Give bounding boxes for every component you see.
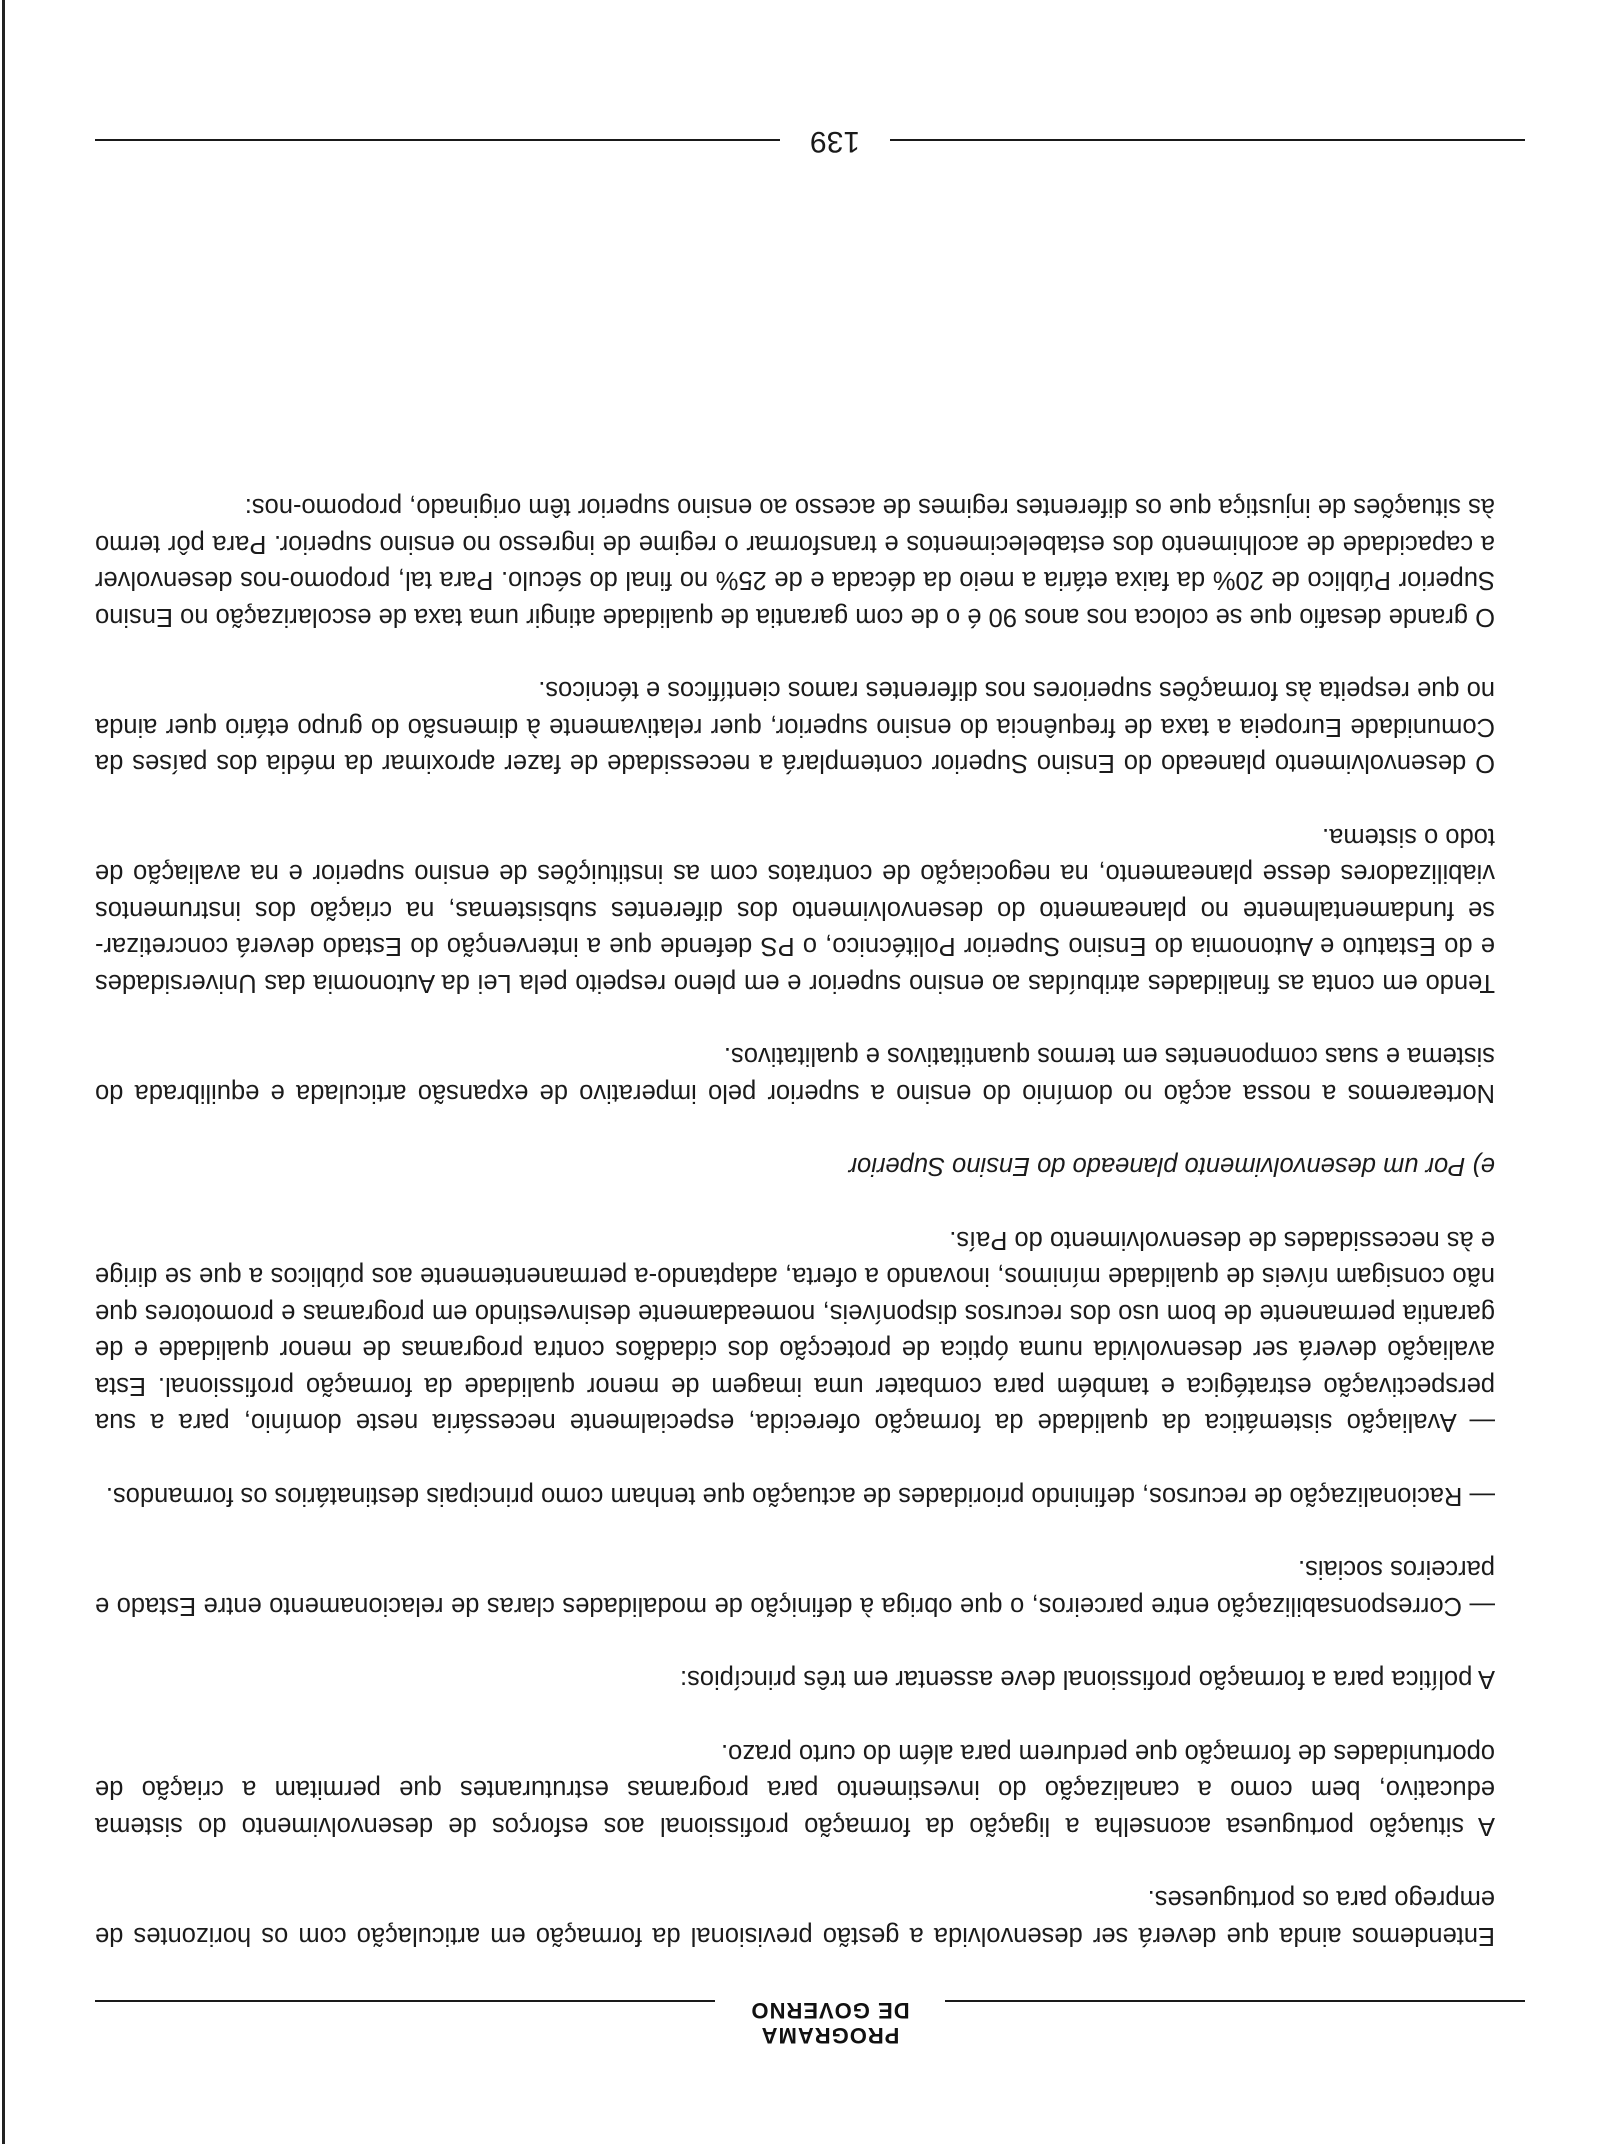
principle-rationalization: — Racionalização de recursos, definindo prioridades de actuação que tenham como principais destinatários os formandos. — [105, 1482, 1495, 1510]
page-header — [95, 1988, 1525, 2048]
body-text — [95, 452, 1495, 1954]
section-heading-higher-education: e) Por um desenvolvimento planeado do Ensino Superior — [848, 1152, 1495, 1181]
paragraph-horizons: Entendemos ainda que deverá ser desenvolvida a gestão previsional da formação em articulação com os horizontes de emprego para os portugueses. — [95, 1885, 1495, 1950]
paragraph-principles-intro: A política para a formação profissional deve assentar em três princípios: — [680, 1665, 1495, 1694]
paragraph-european-average: O desenvolvimento planeado do Ensino Superior contemplará a necessidade de fazer aproximar da média dos países da Comunidade Europeia a taxa de frequência do ensino superior, quer relativamente à dimensão do grupo etário quer ainda no que respeita às formações superiores nos diferentes ramos científicos e técnicos. — [95, 676, 1495, 778]
footer-rule-right — [95, 139, 780, 141]
principle-evaluation: — Avaliação sistemática da qualidade da formação oferecida, especialmente necessária neste domínio, para a sua perspectivação estratégica e também para combater uma imagem de menor qualidade da formação profissional. Esta avaliação deverá ser desenvolvida numa óptica de protecção dos cidadãos contra programas de menor qualidade e de garantia permanente de bom uso dos recursos disponíveis, nomeadamente desinvestindo em programas e promotores que não consigam níveis de qualidade mínimos, inovando a oferta, adaptando-a permanentemente aos públicos a que se dirige e às necessidades de desenvolvimento do País. — [95, 1226, 1495, 1437]
paragraph-state-intervention: Tendo em conta as finalidades atribuídas ao ensino superior e em pleno respeito pela Lei da Autonomia das Universidades e do Estatuto e Autonomia do Ensino Superior Politécnico, o PS defende que a intervenção do Estado deverá concretizar-se fundamentalmente no planeamento do desenvolvimento dos diferentes subsistemas, na criação dos instrumentos viabilizadores desse planeamento, na negociação de contratos com as instituições de ensino superior e na avaliação de todo o sistema. — [95, 823, 1495, 997]
principle-coresponsibility: — Corresponsabilização entre parceiros, o que obriga à definição de modalidades claras de relacionamento entre Estado e parceiros sociais. — [95, 1555, 1495, 1620]
paragraph-expansion: Nortearemos a nossa acção no domínio do ensino a superior pelo imperativo de expansão articulada e equilibrada do sistema e suas componentes em termos quantitativos e qualitativos. — [95, 1042, 1495, 1107]
program-title-line1: PROGRAMA — [760, 2023, 900, 2048]
header-rule-right — [95, 2000, 715, 2002]
header-rule-left — [945, 2000, 1525, 2002]
program-title-line2: DE GOVERNO — [750, 1998, 910, 2023]
program-title — [730, 1998, 930, 2048]
page-number: 139 — [809, 125, 861, 158]
page-footer — [95, 119, 1525, 159]
footer-rule-left — [890, 139, 1525, 141]
paragraph-portuguese-situation: A situação portuguesa aconselha a ligação da formação profissional aos esforços de desenvolvimento do sistema educativo, bem como a canalização do investimento para programas estruturantes que permitam a criação de oportunidades de formação que perdurem para além do curto prazo. — [95, 1739, 1495, 1840]
paragraph-challenge-90s: O grande desafio que se coloca nos anos 90 é o de com garantia de qualidade atingir uma taxa de escolarização no Ensino Superior Público de 20% da faixa etária a meio da década e de 25% no final do século. Para tal, propomo-nos desenvolver a capacidade de acolhimento dos estabelecimentos e transformar o regime de ingresso no ensino superior. Para pôr termo às situações de injustiça que os diferentes regimes de acesso ao ensino superior têm originado, propomo-nos: — [95, 493, 1495, 631]
